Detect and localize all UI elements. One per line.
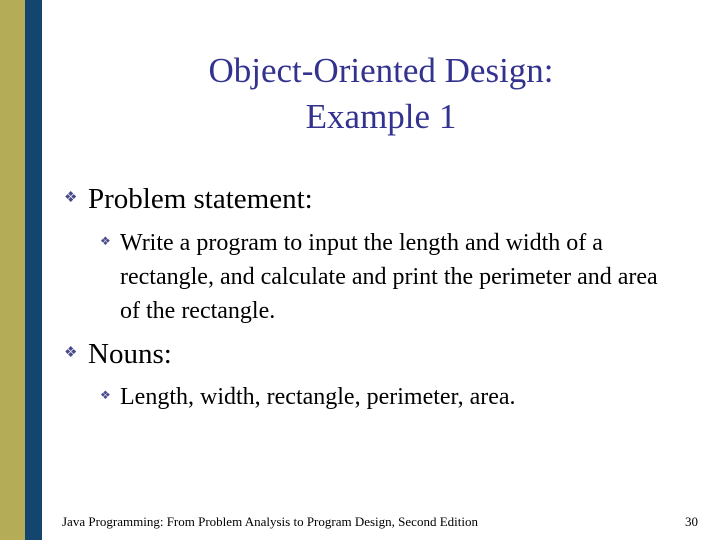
bullet-text: Nouns:: [88, 338, 172, 370]
slide-footer: Java Programming: From Problem Analysis to Program Design, Second Edition: [62, 514, 478, 529]
left-accent-bar-navy: [25, 0, 42, 540]
bullet-problem-statement: [64, 182, 688, 216]
diamond-bullet-icon: ❖: [100, 234, 111, 248]
bullet-text: Problem statement:: [88, 183, 313, 215]
left-accent-bar-olive: [0, 0, 25, 540]
page-number: 30: [685, 514, 698, 529]
bullet-nouns: [64, 337, 688, 371]
bullet-text: Length, width, rectangle, perimeter, area.: [120, 384, 516, 410]
bullet-text: Write a program to input the length and width of a rectangle, and calculate and print the perimeter and area of the rectangle.: [120, 230, 658, 324]
diamond-bullet-icon: ❖: [64, 190, 78, 206]
title-line-2: Example 1: [305, 97, 457, 136]
sub-bullet-noun-list: [100, 380, 680, 414]
diamond-bullet-icon: ❖: [100, 388, 111, 402]
slide-title: [42, 48, 720, 140]
sub-bullet-problem-description: [100, 226, 680, 328]
title-line-1: Object-Oriented Design:: [208, 51, 554, 90]
diamond-bullet-icon: ❖: [64, 345, 78, 361]
